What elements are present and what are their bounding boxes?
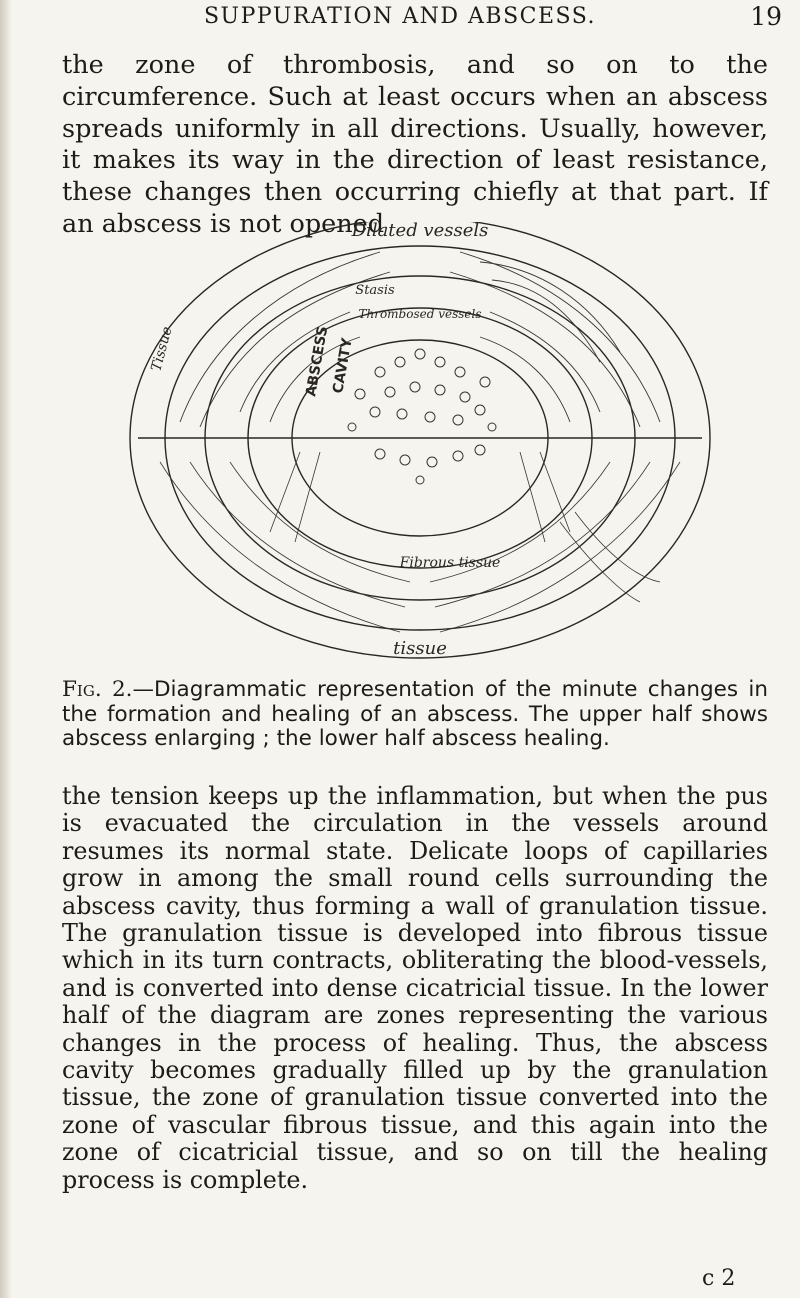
label-abscess: ABSCESS [303,325,332,398]
label-cavity: CAVITY [330,336,356,395]
signature-mark: c 2 [702,1266,736,1291]
page-number: 19 [750,2,782,31]
label-tissue-left: Tissue [148,324,176,374]
abscess-diagram-svg [120,222,720,672]
label-thrombosed-vessels: Thrombosed vessels [358,307,482,321]
page-gutter-shadow [0,0,12,1298]
label-tissue-bottom: tissue [393,638,447,659]
abscess-diagram [120,222,720,672]
label-stasis: Stasis [355,283,395,298]
label-dilated-vessels: Dilated vessels [351,222,489,241]
label-fibrous-tissue: Fibrous tissue [399,555,501,571]
figure-caption-text: —Diagrammatic representation of the minute changes in the formation and healing of an abscess. The upper half shows abscess enlarging ; the lower half abscess healing. [62,677,768,751]
paragraph-bottom: the tension keeps up the inflammation, but when the pus is evacuated the circulation in the vessels around resumes its normal state. Delicate loops of capillaries grow in among the small round cells surrounding the abscess cavity, thus forming a wall of granulation tissue. The granulation tissue is developed into fibrous tissue which in its turn contracts, obliterating the blood-vessels, and is converted into dense cicatricial tissue. In the lower half of the diagram are zones representing the various changes in the process of healing. Thus, the abscess cavity becomes gradually filled up by the granulation tissue, the zone of granulation tissue converted into the zone of vascular fibrous tissue, and this again into the zone of cicatricial tissue, and so on till the healing process is complete. [62,782,768,1194]
figure-caption-label: Fig. 2. [62,677,133,702]
running-head [0,4,800,44]
running-title: SUPPURATION AND ABSCESS. [203,4,597,29]
paragraph-top: the zone of thrombosis, and so on to the circumference. Such at least occurs when an abscess spreads uniformly in all directions. Usually, however, it makes its way in the direction of least resistance, these changes then occurring chiefly at that part. If an abscess is not opened [62,50,768,239]
outer-zone-ring [130,222,710,658]
figure-caption [62,678,768,752]
